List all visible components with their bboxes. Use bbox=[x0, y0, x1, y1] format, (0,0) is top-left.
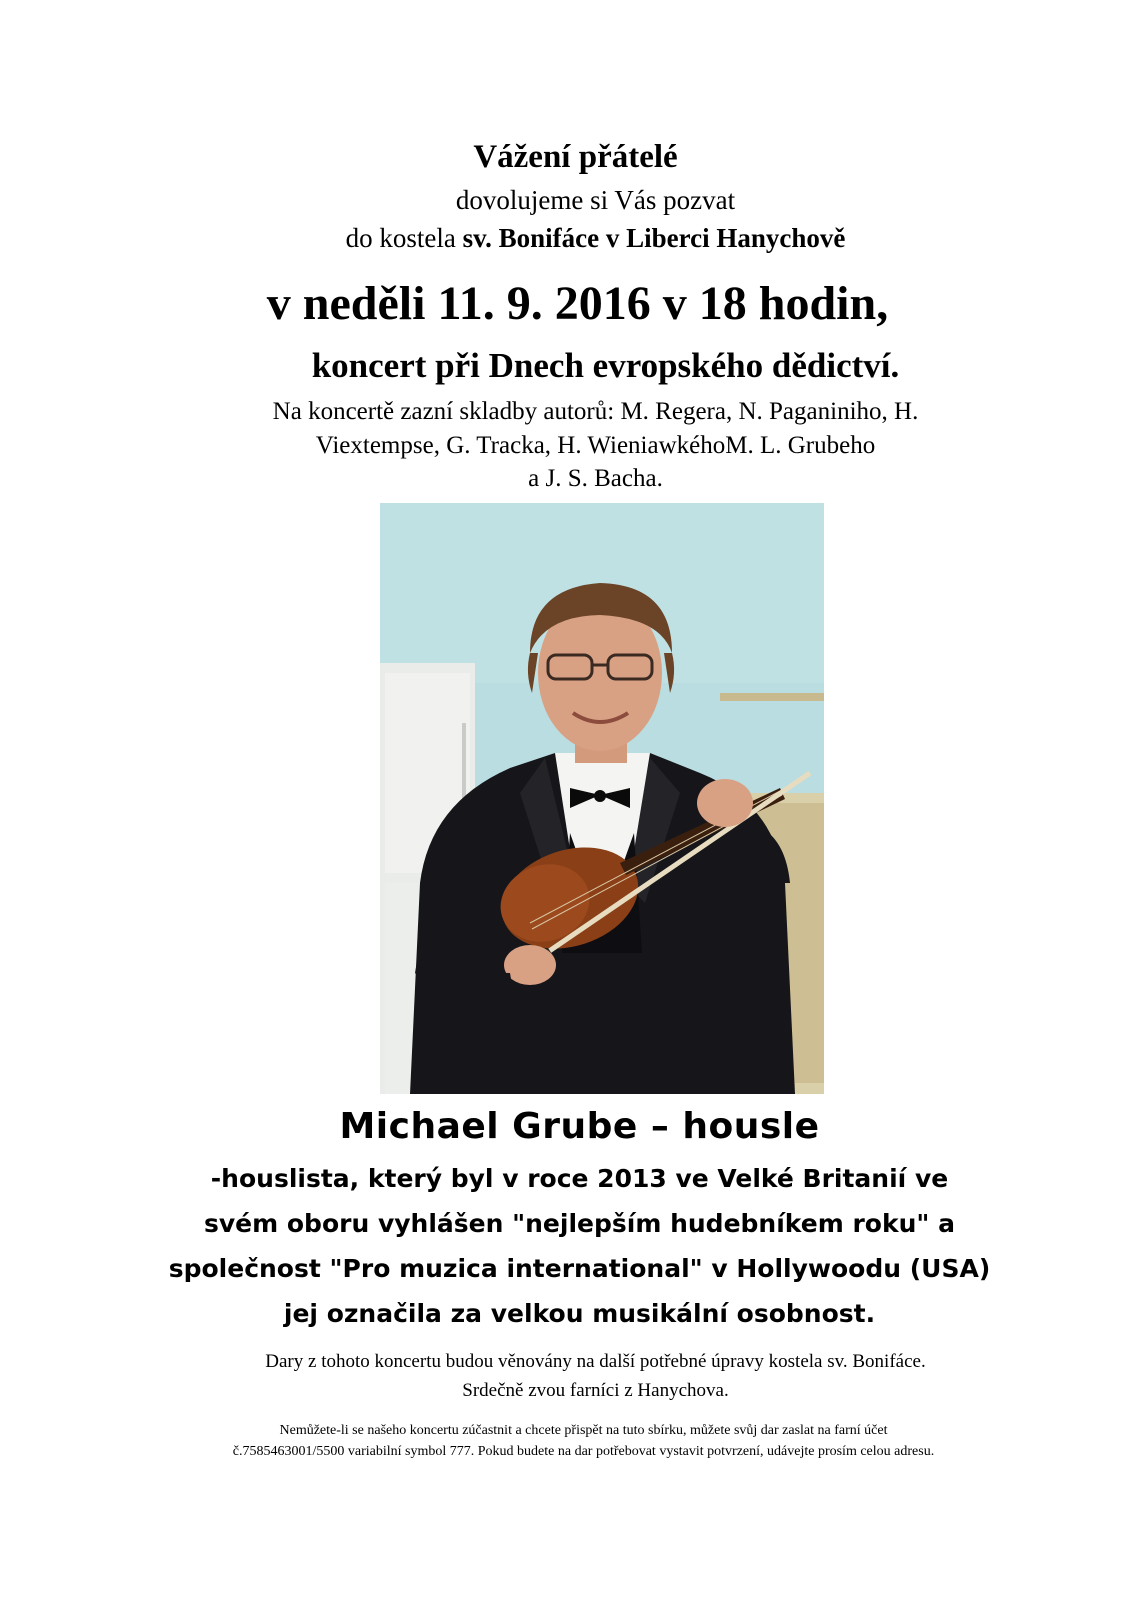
performer-bio-line: svém oboru vyhlášen "nejlepším hudebníkem roku" a bbox=[203, 1209, 955, 1238]
performer-bio-line: společnost "Pro muzica international" v Hollywoodu (USA) bbox=[168, 1254, 991, 1283]
violinist-illustration bbox=[380, 503, 824, 1094]
program-authors-line: a J. S. Bacha. bbox=[528, 465, 663, 492]
performer-name: Michael Grube – housle bbox=[339, 1106, 820, 1147]
concert-title: koncert při Dnech evropského dědictví. bbox=[311, 346, 900, 385]
program-authors-line: Na koncertě zazní skladby autorů: M. Regera, N. Paganiniho, H. bbox=[272, 398, 919, 425]
invitation-line: dovolujeme si Vás pozvat bbox=[455, 185, 736, 215]
greeting-heading: Vážení přátelé bbox=[473, 139, 678, 175]
bank-info-line: Nemůžete-li se našeho koncertu zúčastnit a chcete přispět na tuto sbírku, můžete svůj dar zaslat na farní účet bbox=[279, 1423, 888, 1438]
performer-bio-line: -houslista, který byl v roce 2013 ve Velké Britanií ve bbox=[210, 1164, 949, 1193]
venue-name: sv. Bonifáce v Liberci Hanychově bbox=[462, 223, 846, 253]
program-authors-line: Viextempse, G. Tracka, H. WieniawkéhoM. L. Grubeho bbox=[315, 432, 876, 459]
event-date: v neděli 11. 9. 2016 v 18 hodin, bbox=[266, 277, 889, 330]
donation-note: Dary z tohoto koncertu budou věnovány na další potřebné úpravy kostela sv. Bonifáce. bbox=[265, 1351, 926, 1372]
violinist-photo bbox=[380, 503, 824, 1094]
venue-prefix: do kostela bbox=[345, 223, 463, 253]
venue-line bbox=[30, 224, 1131, 254]
performer-bio-line: jej označila za velkou musikální osobnost. bbox=[283, 1299, 876, 1328]
bank-info-line: č.7585463001/5500 variabilní symbol 777. Pokud budete na dar potřebovat vystavit potvrzení, udávejte prosím celou adresu. bbox=[232, 1444, 935, 1459]
invitation-signature: Srdečně zvou farníci z Hanychova. bbox=[462, 1380, 729, 1401]
